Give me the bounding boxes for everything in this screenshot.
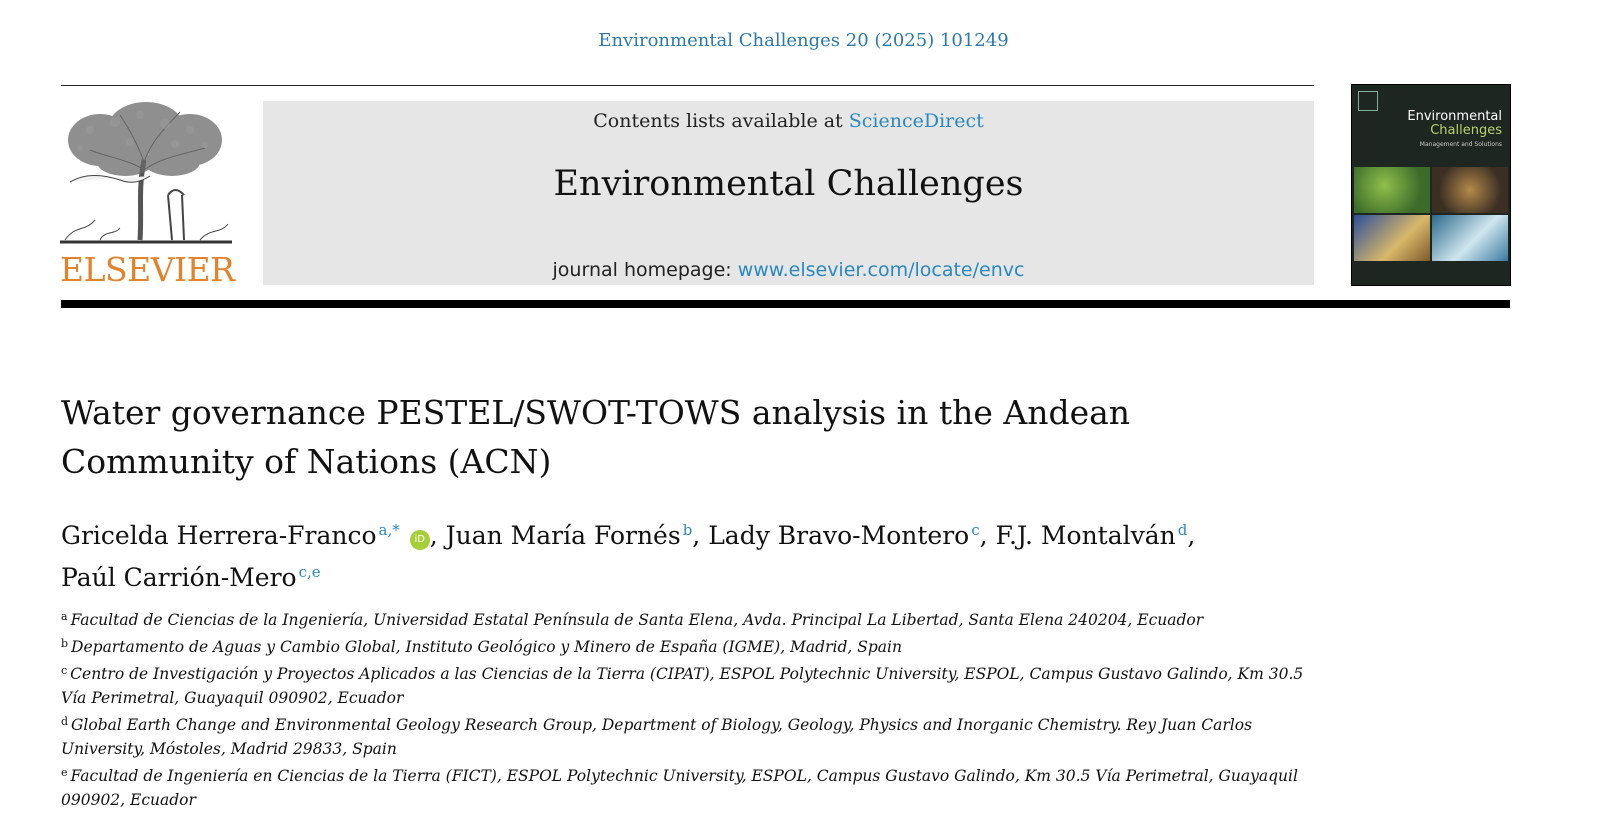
contents-prefix: Contents lists available at bbox=[593, 110, 849, 132]
cover-image-1 bbox=[1354, 167, 1430, 213]
cover-title-line2: Challenges bbox=[1430, 123, 1502, 138]
elsevier-tree-logo bbox=[60, 100, 232, 248]
author-name[interactable]: Lady Bravo-Montero bbox=[708, 521, 970, 550]
journal-masthead bbox=[263, 101, 1314, 285]
affiliation-text: Facultad de Ingeniería en Ciencias de la Tierra (FICT), ESPOL Polytechnic University, ESPOL, Campus Gustavo Galindo, Km 30.5 Vía Perimetral, Guayaquil 090902, Ecuador bbox=[61, 767, 1298, 809]
author-affiliation-ref[interactable]: a,* bbox=[378, 521, 400, 539]
affiliation-text: Centro de Investigación y Proyectos Aplicados a las Ciencias de la Tierra (CIPAT), ESPOL Polytechnic University, ESPOL, Campus Gustavo Galindo, Km 30.5 Vía Perimetral, Guayaquil 090902, Ecuador bbox=[61, 665, 1304, 707]
affiliation-item bbox=[61, 605, 1311, 632]
affiliation-key: c bbox=[61, 664, 68, 677]
publisher-name: ELSEVIER bbox=[60, 250, 235, 289]
affiliation-text: Departamento de Aguas y Cambio Global, Instituto Geológico y Minero de España (IGME), Madrid, Spain bbox=[71, 638, 902, 656]
cover-title-line1: Environmental bbox=[1407, 109, 1502, 124]
homepage-prefix: journal homepage: bbox=[552, 259, 738, 281]
sciencedirect-link[interactable]: ScienceDirect bbox=[848, 110, 984, 132]
author-name[interactable]: Juan María Fornés bbox=[445, 521, 681, 550]
publisher-logo[interactable] bbox=[60, 100, 235, 290]
author-name[interactable]: F.J. Montalván bbox=[995, 521, 1176, 550]
cover-publisher-mark bbox=[1358, 91, 1378, 111]
contents-line bbox=[263, 110, 1314, 132]
author-affiliation-ref[interactable]: c bbox=[971, 521, 980, 539]
cover-image-3 bbox=[1354, 215, 1430, 261]
affiliation-item bbox=[61, 710, 1311, 761]
journal-citation[interactable]: Environmental Challenges 20 (2025) 101249 bbox=[598, 30, 1009, 51]
author-affiliation-ref[interactable]: c,e bbox=[298, 563, 321, 581]
header-rule bbox=[61, 85, 1314, 86]
cover-image-2 bbox=[1432, 167, 1508, 213]
orcid-icon[interactable]: iD bbox=[410, 530, 430, 550]
cover-subtitle: Management and Solutions bbox=[1419, 141, 1502, 148]
cover-image-4 bbox=[1432, 215, 1508, 261]
author-name[interactable]: Paúl Carrión-Mero bbox=[61, 563, 297, 592]
author-name[interactable]: Gricelda Herrera-Franco bbox=[61, 521, 377, 550]
affiliation-item bbox=[61, 659, 1311, 710]
affiliation-key: e bbox=[61, 766, 68, 779]
journal-cover[interactable] bbox=[1351, 84, 1511, 286]
affiliation-text: Facultad de Ciencias de la Ingeniería, Universidad Estatal Península de Santa Elena, Avda. Principal La Libertad, Santa Elena 240204, Ecuador bbox=[70, 611, 1204, 629]
author-list: Gricelda Herrera-Franco $^{a,*}$ iD , Juan María Fornés $^b$, Lady Bravo-Montero $^c$, F.J. Montalván $^d$, Paúl Carrión-Mero $^{c,e}$ bbox=[61, 521, 1196, 592]
author-affiliation-ref[interactable]: b bbox=[682, 521, 693, 539]
journal-title: Environmental Challenges bbox=[553, 164, 1024, 204]
affiliation-key: b bbox=[61, 637, 69, 650]
affiliation-key: a bbox=[61, 610, 68, 623]
affiliation-item bbox=[61, 632, 1311, 659]
masthead-rule bbox=[61, 300, 1510, 308]
affiliation-list bbox=[61, 605, 1311, 812]
affiliation-text: Global Earth Change and Environmental Geology Research Group, Department of Biology, Geology, Physics and Inorganic Chemistry. Rey Juan Carlos University, Móstoles, Madrid 29833, Spain bbox=[61, 716, 1253, 758]
author-affiliation-ref[interactable]: d bbox=[1177, 521, 1188, 539]
homepage-line bbox=[263, 259, 1314, 281]
article-title: Water governance PESTEL/SWOT-TOWS analysis in the Andean Community of Nations (ACN) bbox=[61, 393, 1131, 481]
journal-homepage-link[interactable]: www.elsevier.com/locate/envc bbox=[737, 259, 1025, 281]
affiliation-item bbox=[61, 761, 1311, 812]
affiliation-key: d bbox=[61, 715, 69, 728]
